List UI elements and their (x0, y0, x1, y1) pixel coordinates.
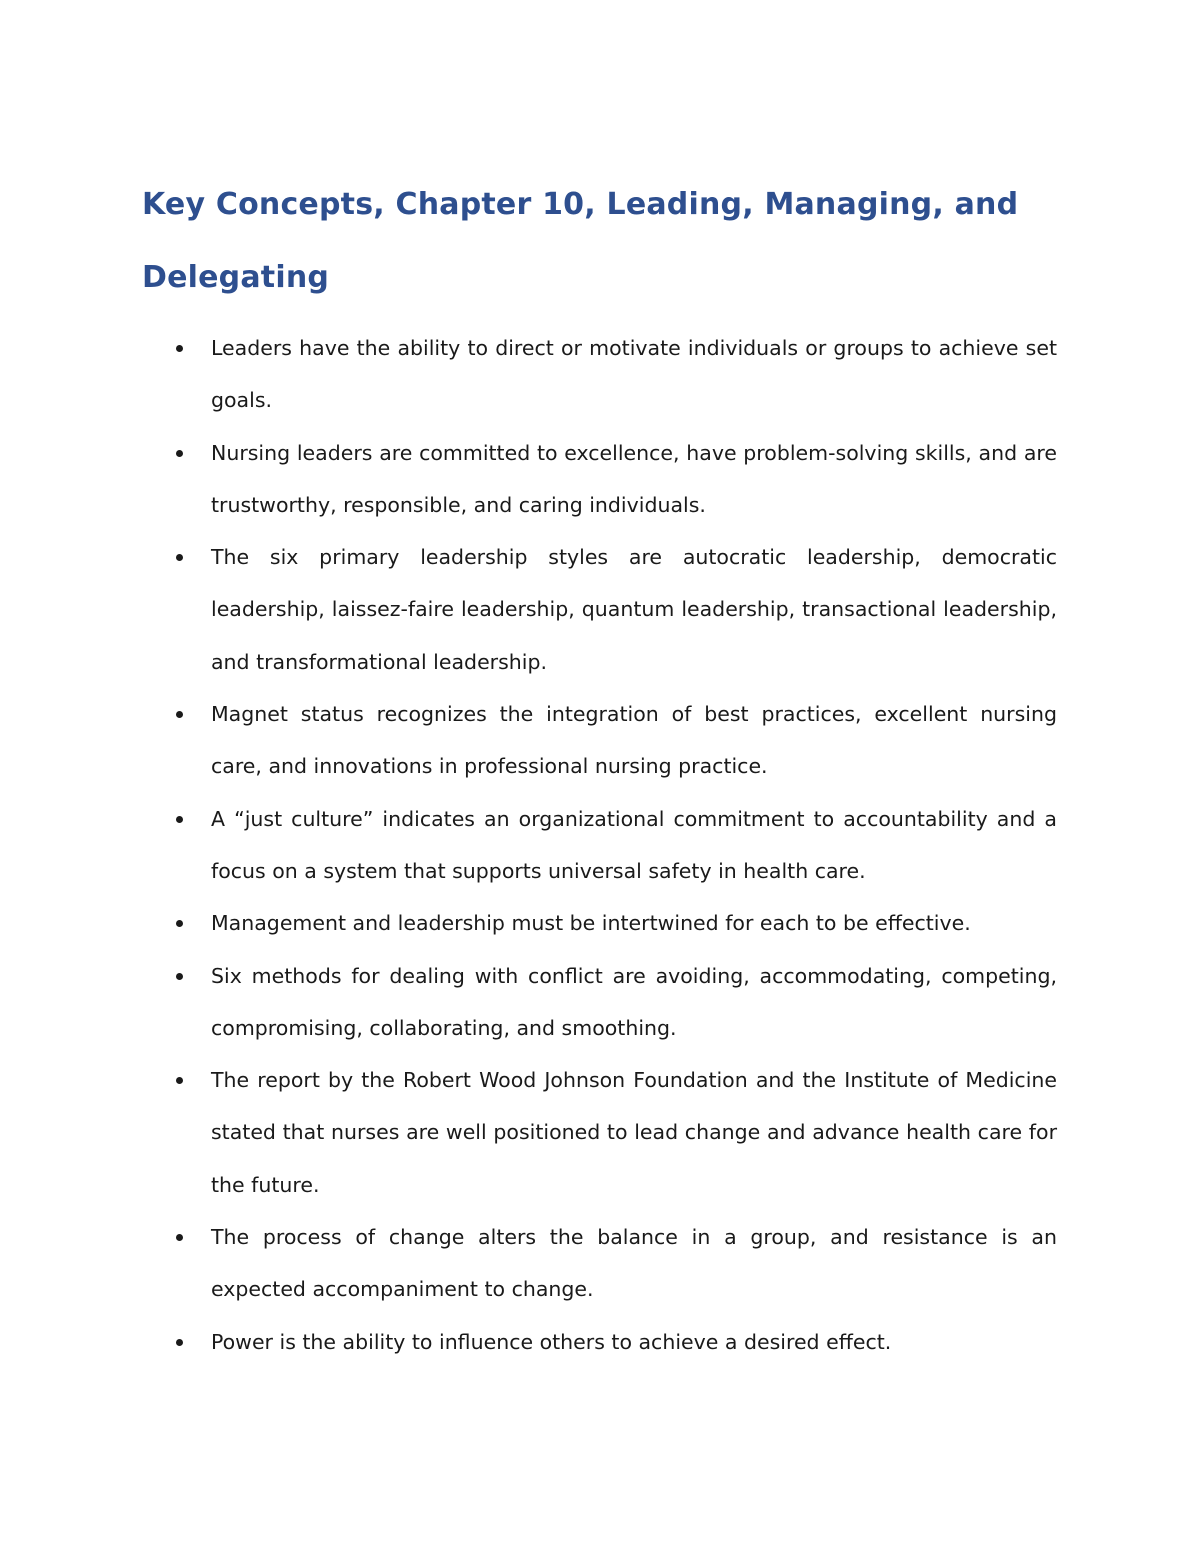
page-title: Key Concepts, Chapter 10, Leading, Managing, and Delegating (142, 187, 1019, 295)
key-concepts-list (0, 322, 1200, 1368)
list-item-text: Magnet status recognizes the integration of best practices, excellent nursing care, and innovations in professional nursing practice. (211, 702, 1057, 779)
bullet-icon (176, 1234, 183, 1241)
list-item-text: The process of change alters the balance in a group, and resistance is an expected accompaniment to change. (211, 1225, 1057, 1302)
bullet-icon (176, 1077, 183, 1084)
bullet-icon (176, 1339, 183, 1346)
bullet-icon (176, 920, 183, 927)
list-item-text: Power is the ability to influence others to achieve a desired effect. (211, 1329, 892, 1354)
bullet-icon (176, 973, 183, 980)
list-item-text: Leaders have the ability to direct or motivate individuals or groups to achieve set goals. (211, 336, 1057, 413)
list-item (0, 950, 1200, 1055)
list-item (0, 531, 1200, 688)
bullet-icon (176, 711, 183, 718)
bullet-icon (176, 816, 183, 823)
list-item (0, 897, 1200, 949)
list-item (0, 427, 1200, 532)
list-item (0, 1054, 1200, 1211)
bullet-icon (176, 450, 183, 457)
bullet-icon (176, 554, 183, 561)
bullet-icon (176, 345, 183, 352)
list-item-text: Six methods for dealing with conflict are avoiding, accommodating, competing, compromising, collaborating, and smoothing. (211, 963, 1057, 1040)
list-item-text: The six primary leadership styles are autocratic leadership, democratic leadership, laissez-faire leadership, quantum leadership, transactional leadership, and transformational leadership. (211, 545, 1057, 674)
list-item (0, 322, 1200, 427)
list-item (0, 1316, 1200, 1368)
list-item-text: The report by the Robert Wood Johnson Foundation and the Institute of Medicine stated that nurses are well positioned to lead change and advance health care for the future. (211, 1068, 1057, 1197)
list-item-text: A “just culture” indicates an organizational commitment to accountability and a focus on a system that supports universal safety in health care. (211, 806, 1057, 883)
list-item-text: Nursing leaders are committed to excellence, have problem-solving skills, and are trustworthy, responsible, and caring individuals. (211, 440, 1057, 517)
list-item (0, 793, 1200, 898)
list-item-text: Management and leadership must be intertwined for each to be effective. (211, 911, 971, 936)
list-item (0, 688, 1200, 793)
list-item (0, 1211, 1200, 1316)
